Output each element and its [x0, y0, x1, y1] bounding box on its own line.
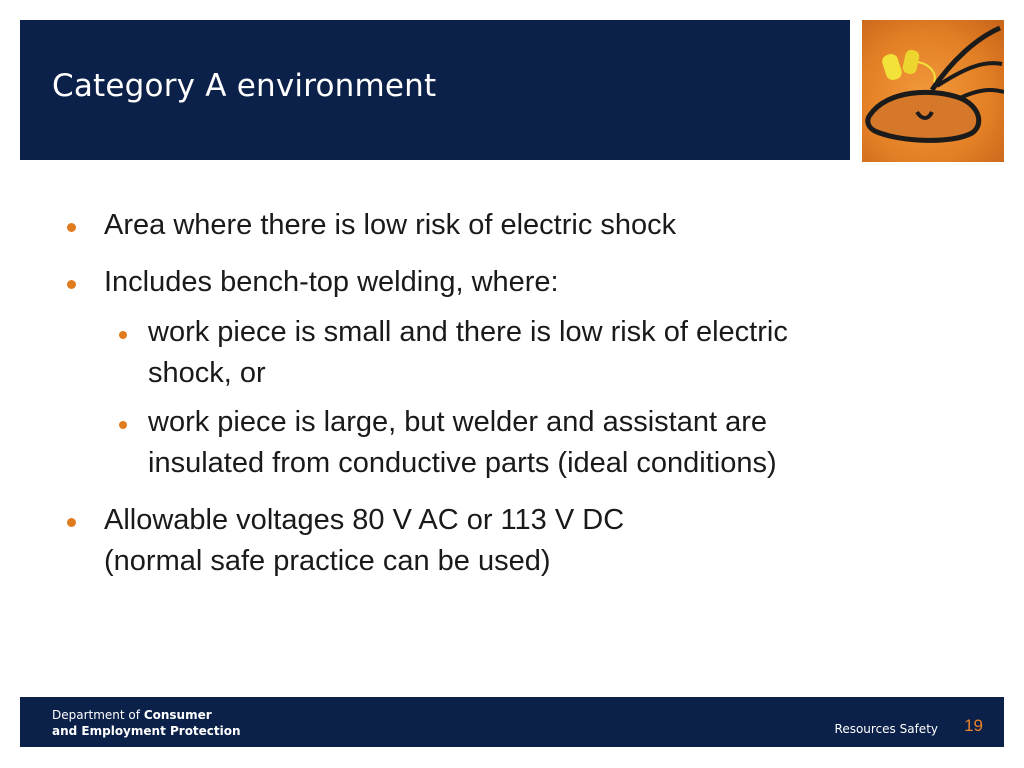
page-number: 19 [964, 716, 983, 735]
bullet-item: Area where there is low risk of electric shock [104, 209, 677, 241]
slide-title: Category A environment [52, 68, 437, 104]
footer-band [20, 697, 1004, 747]
sub-bullet-dot [119, 421, 127, 429]
department-name: Department of Consumer and Employment Protection [52, 708, 241, 738]
bullet-dot [67, 223, 76, 232]
bullet-item: Allowable voltages 80 V AC or 113 V DC (normal safe practice can be used) [104, 504, 625, 577]
bullet-item: Includes bench-top welding, where: [104, 266, 559, 298]
bullet-dot [67, 518, 76, 527]
bullet-dot [67, 280, 76, 289]
sub-bullet-item: work piece is large, but welder and assistant are insulated from conductive parts (ideal conditions) [148, 406, 777, 479]
section-label: Resources Safety [834, 722, 938, 736]
sub-bullet-item: work piece is small and there is low risk of electric shock, or [148, 316, 788, 389]
sub-bullet-dot [119, 331, 127, 339]
